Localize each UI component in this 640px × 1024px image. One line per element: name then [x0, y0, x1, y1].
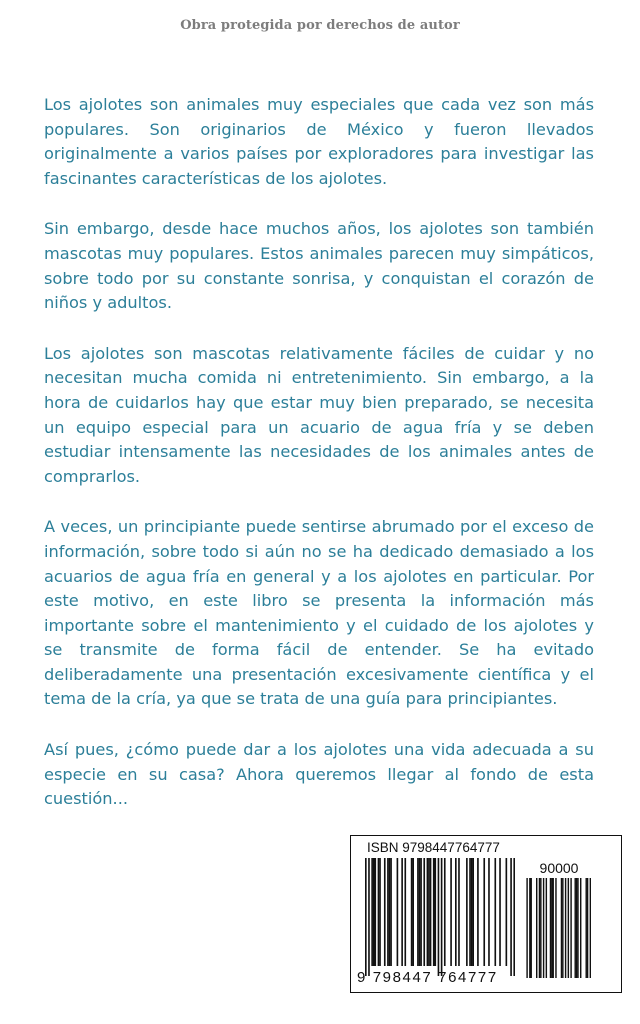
barcode-bar [477, 858, 479, 966]
barcode-bar [494, 858, 496, 966]
barcode-bar [417, 858, 419, 966]
barcode-bar [387, 858, 389, 966]
addon-bar [562, 878, 563, 978]
addon-bars [525, 878, 591, 978]
back-cover-text [44, 93, 594, 838]
paragraph-2: Sin embargo, desde hace muchos años, los ajolotes son también mascotas muy populares. Estos animales parecen muy simpáticos, sobre todo por su constante sonrisa, y conquistan el corazón de niños y adultos. [44, 219, 594, 313]
paragraph-3: Los ajolotes son mascotas relativamente fáciles de cuidar y no necesitan mucha comida ni entretenimiento. Sin embargo, a la hora de cuidarlos hay que estar muy bien preparado, se necesita un equipo especial para un acuario de agua fría y se deben estudiar intensamente las necesidades de los animales antes de comprarlos. [44, 343, 594, 486]
price-code: 90000 [539, 860, 579, 876]
barcode-bar [430, 858, 432, 966]
barcode-bar [404, 858, 406, 966]
isbn-digits: 9 798447 764777 [357, 969, 498, 986]
barcode-bar [384, 858, 386, 966]
barcode-bar [510, 858, 512, 976]
addon-bar [546, 878, 547, 978]
isbn-barcode [350, 835, 622, 993]
addon-bar [580, 878, 581, 978]
copyright-watermark-top: Obra protegida por derechos de autor [180, 18, 460, 33]
barcode-bar [441, 858, 443, 976]
addon-bar [531, 878, 532, 978]
barcode-bar [379, 858, 381, 966]
barcode-bar [513, 858, 515, 976]
addon-bar [570, 878, 571, 978]
barcode-bar [389, 858, 391, 966]
addon-bar [540, 878, 541, 978]
barcode-bar [472, 858, 474, 966]
addon-bar [576, 878, 577, 978]
barcode-bar [499, 858, 501, 966]
addon-bar [550, 878, 551, 978]
paragraph-4: A veces, un principiante puede sentirse abrumado por el exceso de información, sobre todo si aún no se ha dedicado demasiado a los acuarios de agua fría en general y a los ajolotes en particular. Por este motivo, en este libro se presenta la información más importante sobre el mantenimiento y el cuidado de los ajolotes y se transmite de forma fácil de entender. Se ha evitado deliberadamente una presentación excesivamente científica y el tema de la cría, ya que se trata de una guía para principiantes. [44, 517, 594, 709]
addon-bar [568, 878, 569, 978]
barcode-bar [397, 858, 399, 966]
barcode-bar [378, 858, 380, 966]
paragraph-1: Los ajolotes son animales muy especiales que cada vez son más populares. Son originarios de México y fueron llevados originalmente a varios países por exploradores para investigar las fascinantes características de los ajolotes. [44, 95, 594, 188]
barcode-bar [412, 858, 414, 966]
barcode-bar [438, 858, 440, 976]
addon-bar [543, 878, 544, 978]
paragraph-5: Así pues, ¿cómo puede dar a los ajolotes una vida adecuada a su especie en su casa? Ahora queremos llegar al fondo de esta cuestión... [44, 740, 594, 809]
barcode-bar [466, 858, 468, 966]
barcode-bar [434, 858, 436, 966]
addon-bar [587, 878, 588, 978]
barcode-bar [419, 858, 421, 966]
addon-bar [529, 878, 530, 978]
barcode-bar [420, 858, 422, 966]
barcode-bar [390, 858, 392, 966]
barcode-bar [433, 858, 435, 966]
addon-bar [565, 878, 566, 978]
addon-bar [526, 878, 527, 978]
addon-bar [577, 878, 578, 978]
addon-bar [539, 878, 540, 978]
barcode-bar [471, 858, 473, 966]
barcode-bar [374, 858, 376, 966]
barcode-bar [444, 858, 446, 966]
barcode-bar [371, 858, 373, 966]
barcode-bar [401, 858, 403, 966]
addon-bar [586, 878, 587, 978]
barcode-bar [506, 858, 508, 966]
barcode-bar [488, 858, 490, 966]
barcode-bar [469, 858, 471, 966]
barcode-bar [483, 858, 485, 966]
addon-bar [555, 878, 556, 978]
barcode-bar [455, 858, 457, 966]
barcode-bar [428, 858, 430, 966]
barcode-bar [423, 858, 425, 966]
barcode-bar [427, 858, 429, 966]
barcode-bar [450, 858, 452, 966]
addon-bar [551, 878, 552, 978]
addon-bar [561, 878, 562, 978]
addon-bar [553, 878, 554, 978]
barcode-bar [411, 858, 413, 966]
barcode-bar [458, 858, 460, 966]
addon-bar [575, 878, 576, 978]
addon-bar [536, 878, 537, 978]
barcode-bar [373, 858, 375, 966]
addon-bar [590, 878, 591, 978]
barcode-bar [368, 858, 370, 976]
barcode-bar [365, 858, 367, 976]
isbn-label: ISBN 9798447764777 [367, 840, 500, 855]
ean13-bars [365, 858, 515, 976]
